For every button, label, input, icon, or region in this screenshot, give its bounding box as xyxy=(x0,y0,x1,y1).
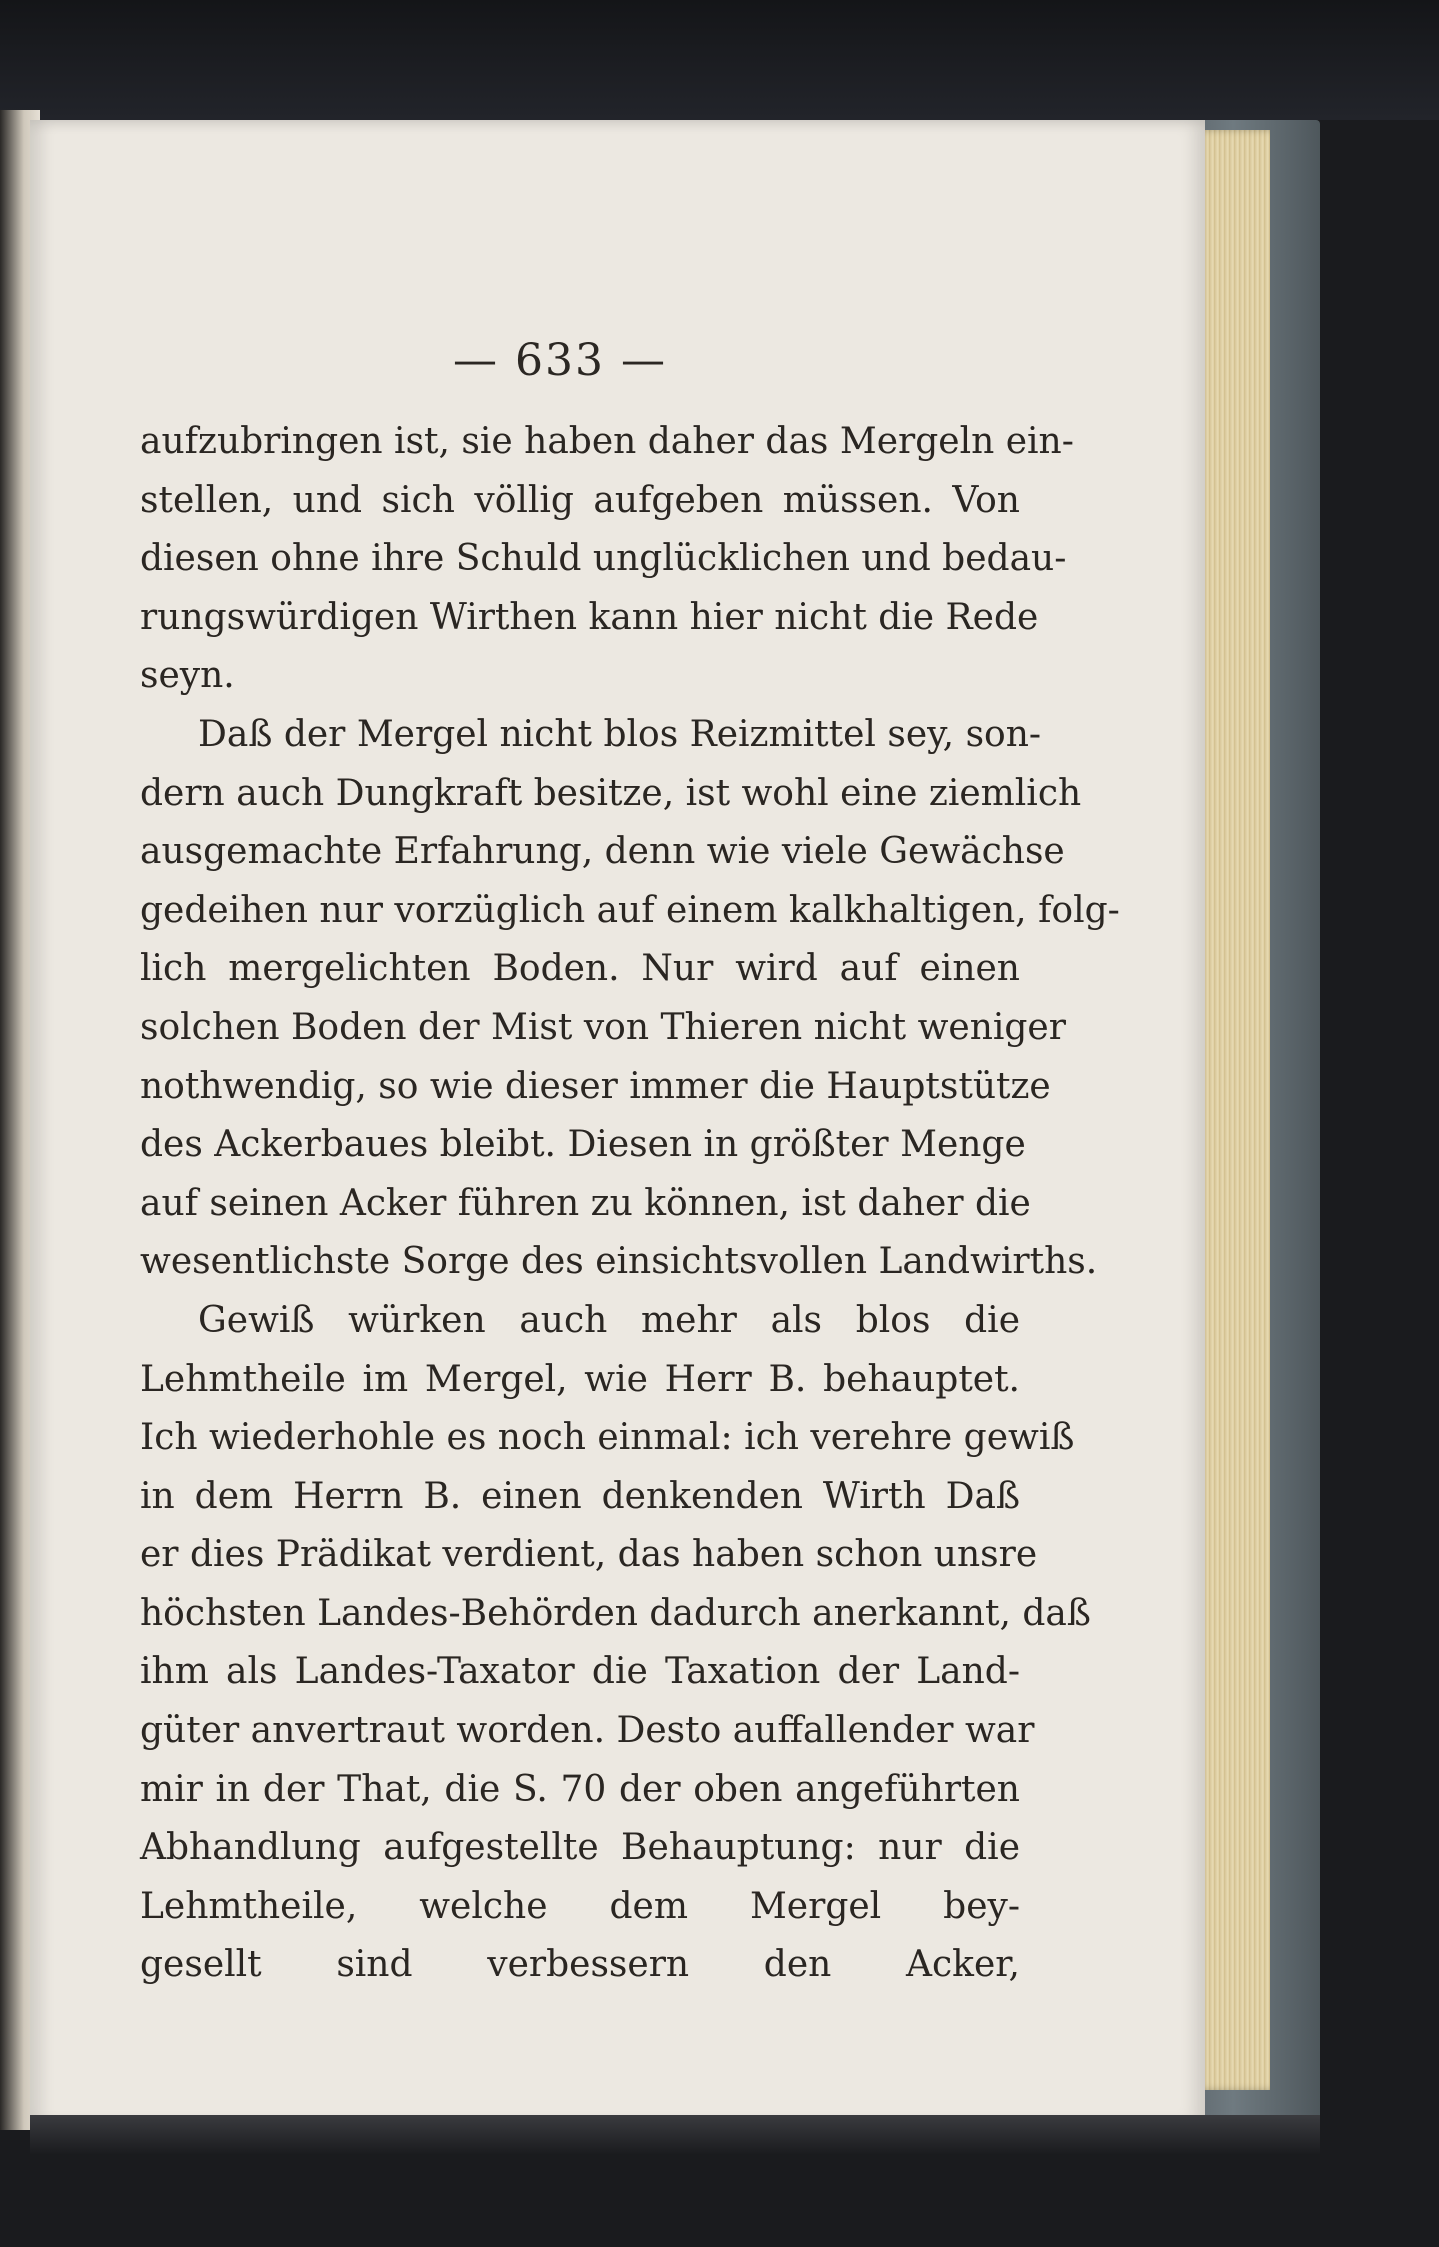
text-line: Lehmtheile, welche dem Mergel bey- xyxy=(140,1885,1020,1927)
text-line: nothwendig, so wie dieser immer die Hauptstütze xyxy=(140,1065,1051,1107)
text-line: auf seinen Acker führen zu können, ist daher die xyxy=(140,1182,1031,1224)
text-line: gedeihen nur vorzüglich auf einem kalkhaltigen, folg- xyxy=(140,889,1120,931)
text-line: höchsten Landes-Behörden dadurch anerkannt, daß xyxy=(140,1592,1091,1634)
text-line: ihm als Landes-Taxator die Taxation der Land- xyxy=(140,1651,1020,1693)
photo-backdrop xyxy=(0,0,1439,120)
page-text xyxy=(140,413,1120,1995)
text-line: Ich wiederhohle es noch einmal: ich verehre gewiß xyxy=(140,1417,1075,1459)
text-line: solchen Boden der Mist von Thieren nicht weniger xyxy=(140,1006,1066,1048)
text-line: diesen ohne ihre Schuld unglücklichen und bedau- xyxy=(140,538,1067,580)
text-line: Abhandlung aufgestellte Behauptung: nur die xyxy=(140,1827,1020,1869)
page-stack-edge xyxy=(1195,130,1270,2090)
text-line: lich mergelichten Boden. Nur wird auf einen xyxy=(140,948,1020,990)
text-line: in dem Herrn B. einen denkenden Wirth Daß xyxy=(140,1475,1020,1517)
text-line: stellen, und sich völlig aufgeben müssen. Von xyxy=(140,479,1020,521)
text-line: Lehmtheile im Mergel, wie Herr B. behauptet. xyxy=(140,1358,1020,1400)
text-line: wesentlichste Sorge des einsichtsvollen Landwirths. xyxy=(140,1241,1098,1283)
text-line: rungswürdigen Wirthen kann hier nicht die Rede xyxy=(140,596,1039,638)
page-number: — 633 — xyxy=(453,335,667,386)
book-page xyxy=(30,120,1205,2125)
text-line: Gewiß würken auch mehr als blos die xyxy=(198,1299,1020,1341)
text-line: mir in der That, die S. 70 der oben angeführten xyxy=(140,1768,1020,1810)
text-line: dern auch Dungkraft besitze, ist wohl eine ziemlich xyxy=(140,772,1082,814)
text-line: aufzubringen ist, sie haben daher das Mergeln ein- xyxy=(140,421,1074,462)
text-line: ausgemachte Erfahrung, denn wie viele Gewächse xyxy=(140,831,1065,873)
text-line: des Ackerbaues bleibt. Diesen in größter Menge xyxy=(140,1124,1026,1166)
text-line: seyn. xyxy=(140,655,235,697)
page-bottom-shadow xyxy=(30,2115,1320,2155)
text-line: er dies Prädikat verdient, das haben schon unsre xyxy=(140,1534,1038,1576)
text-line: gesellt sind verbessern den Acker, xyxy=(140,1944,1020,1986)
text-line: güter anvertraut worden. Desto auffallender war xyxy=(140,1710,1035,1752)
text-line: Daß der Mergel nicht blos Reizmittel sey, son- xyxy=(198,713,1042,755)
